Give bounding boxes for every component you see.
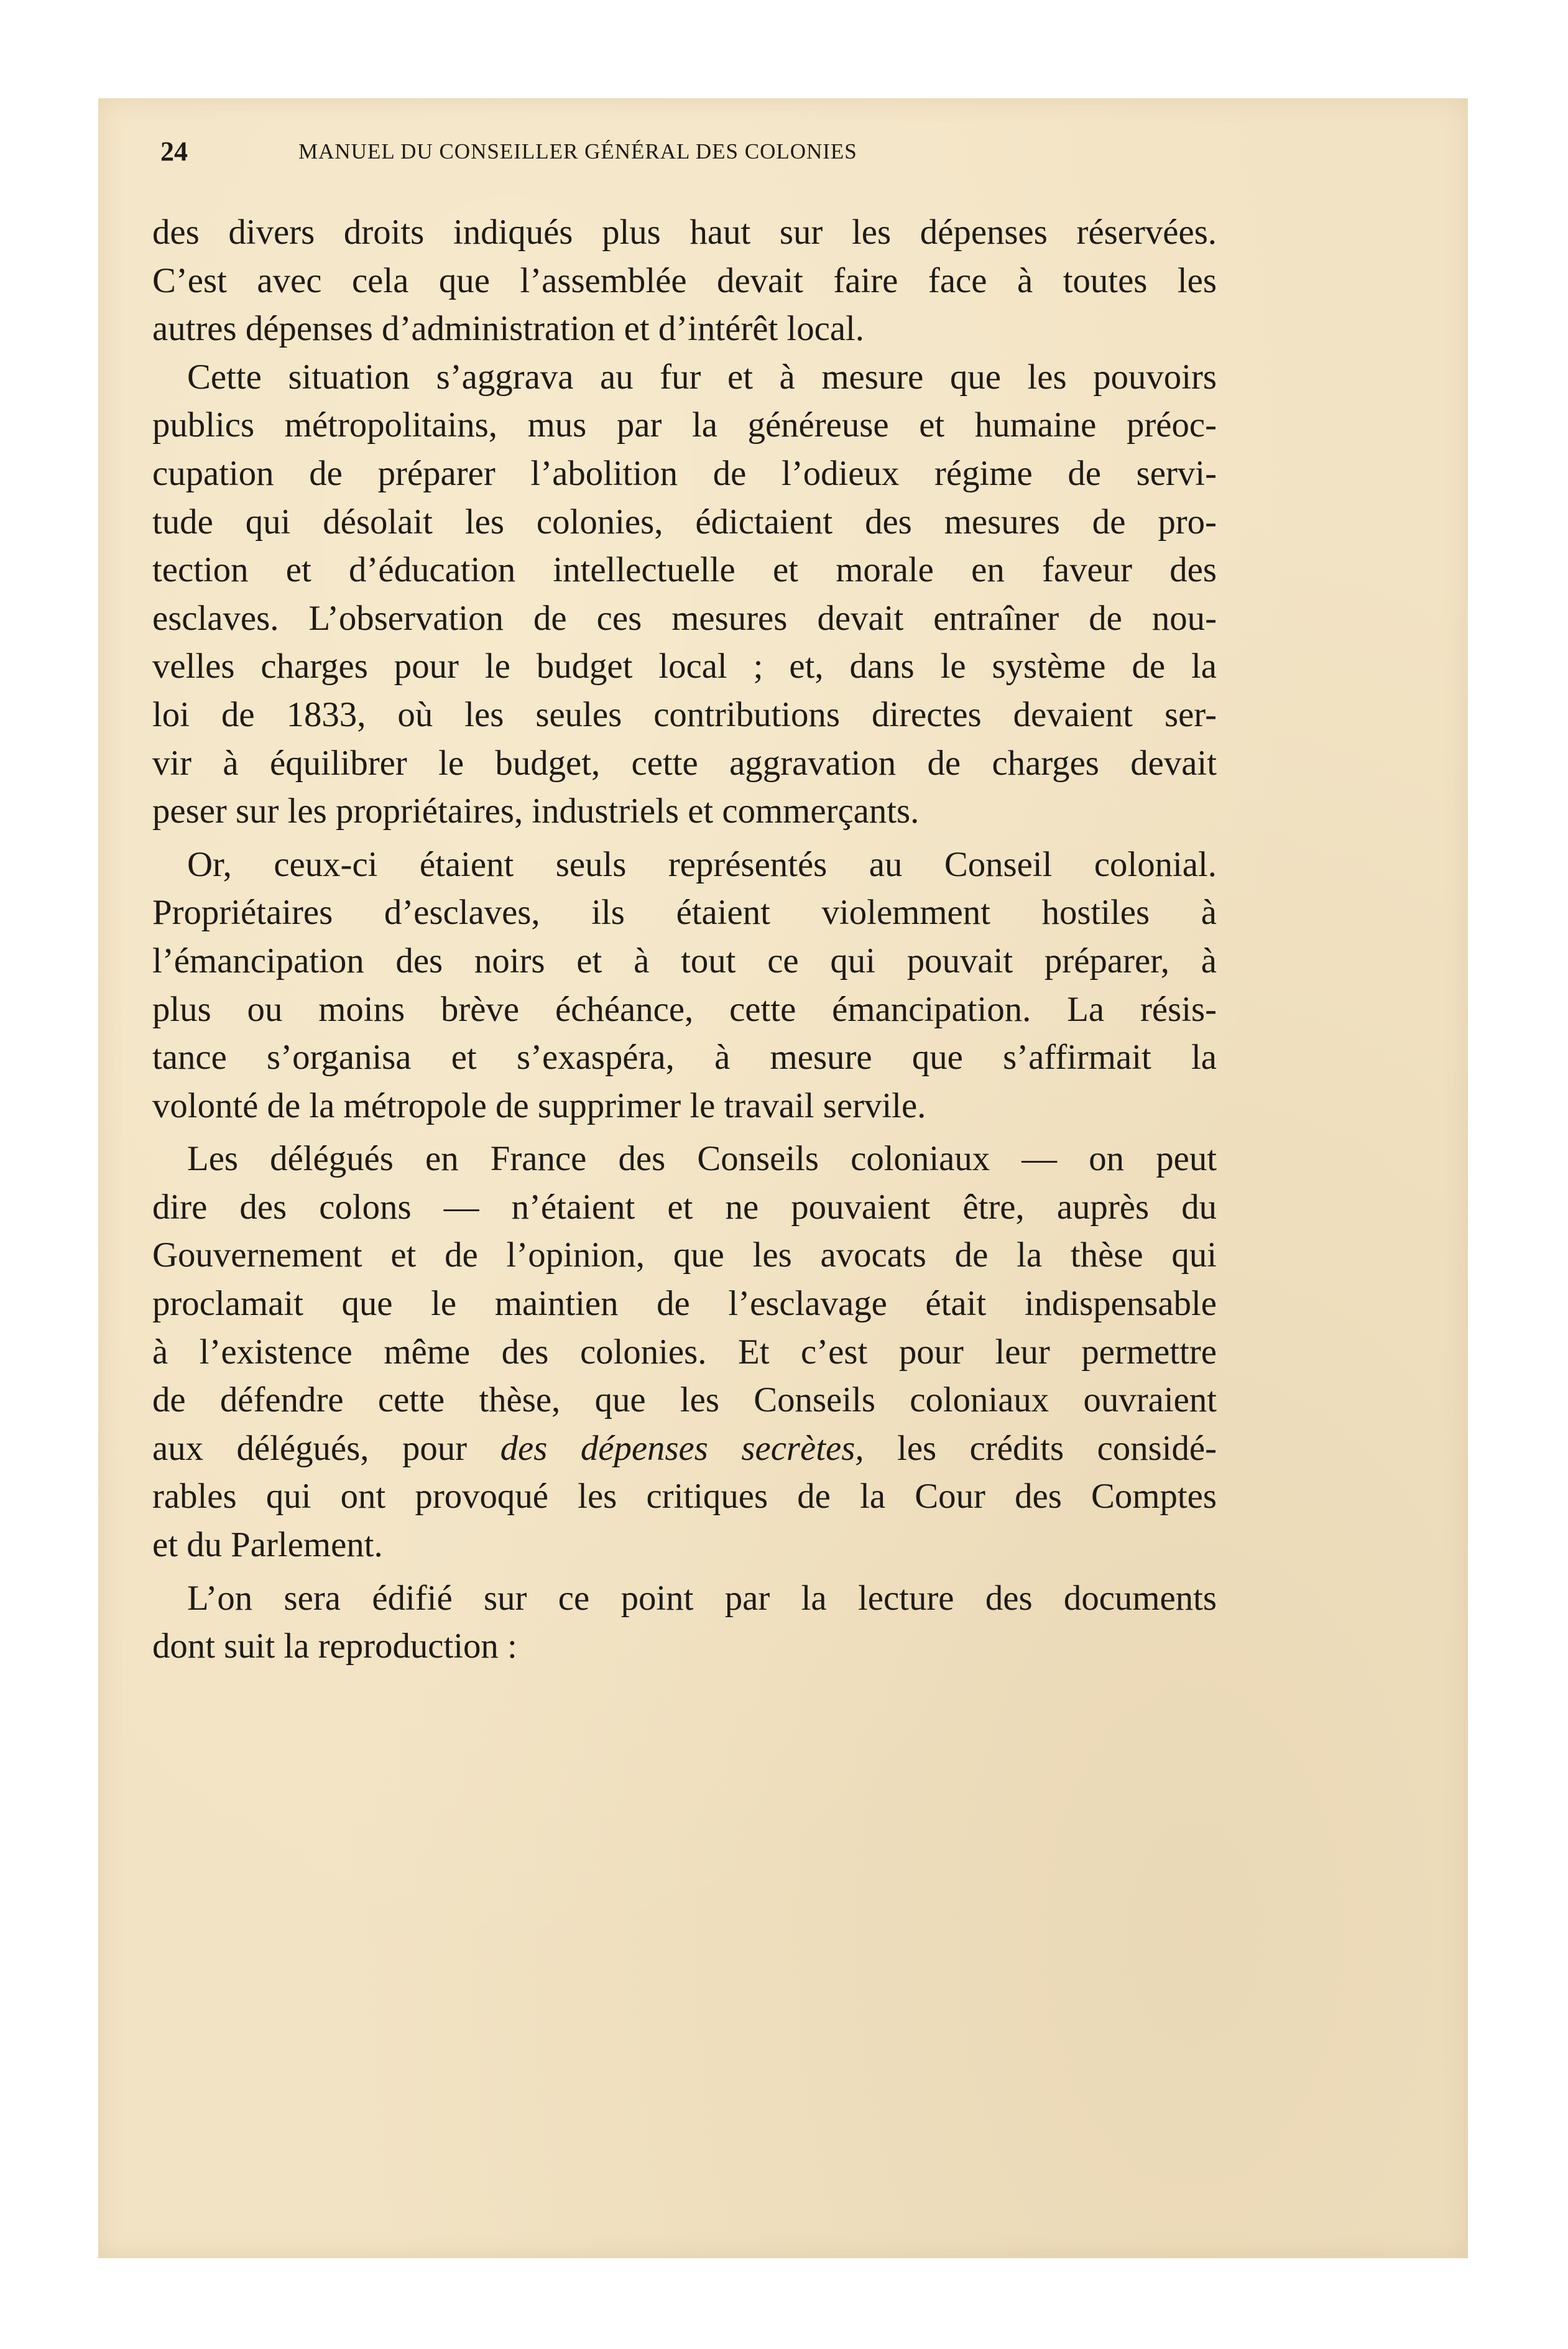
text-line: tance s’organisa et s’exaspéra, à mesure que s’affirmait la: [152, 1038, 1217, 1078]
text-line: Cette situation s’aggrava au fur et à mesure que les pouvoirs: [187, 357, 1217, 397]
running-head: [160, 136, 1211, 173]
text-line: volonté de la métropole de supprimer le travail servile.: [152, 1086, 926, 1125]
text-line: velles charges pour le budget local ; et, dans le système de la: [152, 647, 1217, 686]
text-line: Or, ceux-ci étaient seuls représentés au Conseil colonial.: [187, 844, 1217, 884]
text-line: esclaves. L’observation de ces mesures devait entraîner de nou-: [152, 598, 1217, 638]
text-line: l’émancipation des noirs et à tout ce qui pouvait préparer, à: [152, 941, 1217, 981]
text-line: tection et d’éducation intellectuelle et morale en faveur des: [152, 550, 1217, 590]
page-number: 24: [160, 136, 188, 167]
text-segment: aux délégués, pour: [152, 1428, 500, 1468]
running-title: MANUEL DU CONSEILLER GÉNÉRAL DES COLONIES: [298, 139, 857, 164]
text-line: plus ou moins brève échéance, cette émancipation. La résis-: [152, 989, 1217, 1029]
text-line: tude qui désolait les colonies, édictaient des mesures de pro-: [152, 502, 1217, 542]
text-line: vir à équilibrer le budget, cette aggravation de charges devait: [152, 743, 1217, 783]
text-line-italic: [152, 1424, 1217, 1473]
text-line: proclamait que le maintien de l’esclavage était indispensable: [152, 1284, 1217, 1324]
text-line: Propriétaires d’esclaves, ils étaient violemment hostiles à: [152, 893, 1217, 933]
text-line: L’on sera édifié sur ce point par la lecture des documents: [187, 1578, 1217, 1618]
text-segment: les crédits considé-: [864, 1428, 1217, 1468]
text-line: de défendre cette thèse, que les Conseils coloniaux ouvraient: [152, 1380, 1217, 1420]
text-line: cupation de préparer l’abolition de l’odieux régime de servi-: [152, 453, 1217, 493]
italic-phrase: des dépenses secrètes,: [500, 1428, 864, 1468]
text-line: à l’existence même des colonies. Et c’est pour leur permettre: [152, 1332, 1217, 1372]
text-line: et du Parlement.: [152, 1525, 383, 1565]
text-line: dire des colons — n’étaient et ne pouvaient être, auprès du: [152, 1187, 1217, 1227]
text-line: Les délégués en France des Conseils coloniaux — on peut: [187, 1139, 1217, 1179]
text-line: des divers droits indiqués plus haut sur les dépenses réservées.: [152, 213, 1217, 252]
text-line: C’est avec cela que l’assemblée devait faire face à toutes les: [152, 261, 1217, 300]
text-line: peser sur les propriétaires, industriels et commerçants.: [152, 791, 920, 831]
text-line: autres dépenses d’administration et d’intérêt local.: [152, 309, 865, 349]
text-line: loi de 1833, où les seules contributions directes devaient ser-: [152, 695, 1217, 734]
text-line: publics métropolitains, mus par la généreuse et humaine préoc-: [152, 405, 1217, 445]
text-line: dont suit la reproduction :: [152, 1627, 517, 1666]
text-line: Gouvernement et de l’opinion, que les avocats de la thèse qui: [152, 1235, 1217, 1275]
text-line: rables qui ont provoqué les critiques de la Cour des Comptes: [152, 1477, 1217, 1516]
body-text: [152, 208, 1217, 1671]
